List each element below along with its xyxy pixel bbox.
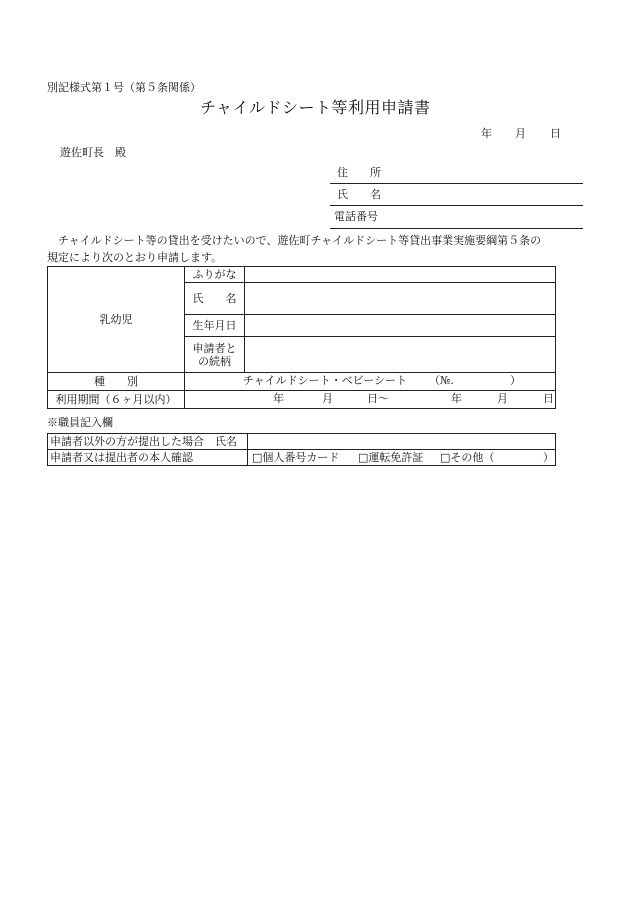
furigana-row: [48, 267, 556, 283]
option-drivers-license[interactable]: □運転免許証: [358, 451, 424, 464]
period-row: [48, 391, 556, 409]
staff-table: [47, 433, 556, 466]
option-other-close: ）: [543, 451, 554, 464]
applicant-name-field[interactable]: [330, 205, 583, 206]
period-from-month: 月: [322, 392, 333, 405]
address-label: 住 所: [337, 166, 381, 179]
form-number: 別記様式第１号（第５条関係）: [47, 81, 201, 94]
phone-field[interactable]: [330, 228, 583, 229]
submitter-name-field[interactable]: [248, 434, 556, 450]
applicant-name-label: 氏 名: [337, 188, 381, 201]
period-to-year: 年: [451, 392, 462, 405]
relation-label-line2: の続柄: [198, 354, 231, 368]
type-value: チャイルドシート・ベビーシート: [243, 374, 408, 387]
main-application-table: [47, 266, 556, 409]
furigana-field[interactable]: [245, 267, 556, 283]
date-day-label: 日: [550, 127, 561, 140]
period-field[interactable]: [185, 391, 556, 409]
type-label: 種 別: [48, 373, 185, 391]
phone-label: 電話番号: [334, 210, 378, 223]
type-field[interactable]: [185, 373, 556, 391]
form-title: チャイルドシート等利用申請書: [200, 98, 431, 117]
period-to-day: 日: [543, 392, 554, 405]
relation-label: [185, 337, 245, 373]
date-year-label: 年: [481, 127, 492, 140]
furigana-label: ふりがな: [185, 267, 245, 283]
identity-check-options: [248, 450, 556, 466]
address-field[interactable]: [330, 183, 583, 184]
period-from-year: 年: [273, 392, 284, 405]
body-text-line1: チャイルドシート等の貸出を受けたいので、遊佐町チャイルドシート等貸出事業実施要綱第５条の: [58, 234, 542, 247]
number-close: ）: [510, 374, 521, 387]
period-to-month: 月: [497, 392, 508, 405]
submitter-name-label: 申請者以外の方が提出した場合 氏名: [48, 434, 248, 450]
body-text-line2: 規定により次のとおり申請します。: [47, 251, 223, 264]
period-from-day: 日〜: [367, 392, 389, 405]
infant-name-field[interactable]: [245, 283, 556, 315]
option-mynumber-card[interactable]: □個人番号カード: [252, 451, 340, 464]
period-label: 利用期間（６ヶ月以内）: [48, 391, 185, 409]
staff-section-heading: ※職員記入欄: [47, 416, 113, 429]
identity-check-label: 申請者又は提出者の本人確認: [48, 450, 248, 466]
option-other[interactable]: □その他（: [440, 451, 495, 464]
relation-field[interactable]: [245, 337, 556, 373]
addressee: 遊佐町長 殿: [60, 146, 126, 159]
staff-row-submitter: [48, 434, 556, 450]
relation-label-line1: 申請者と: [192, 341, 237, 355]
number-label: （№.: [429, 374, 454, 387]
date-month-label: 月: [515, 127, 526, 140]
birthdate-field[interactable]: [245, 315, 556, 337]
infant-name-label: 氏 名: [185, 283, 245, 315]
infant-label: 乳幼児: [48, 267, 185, 373]
type-row: [48, 373, 556, 391]
birthdate-label: 生年月日: [185, 315, 245, 337]
staff-row-identity: [48, 450, 556, 466]
